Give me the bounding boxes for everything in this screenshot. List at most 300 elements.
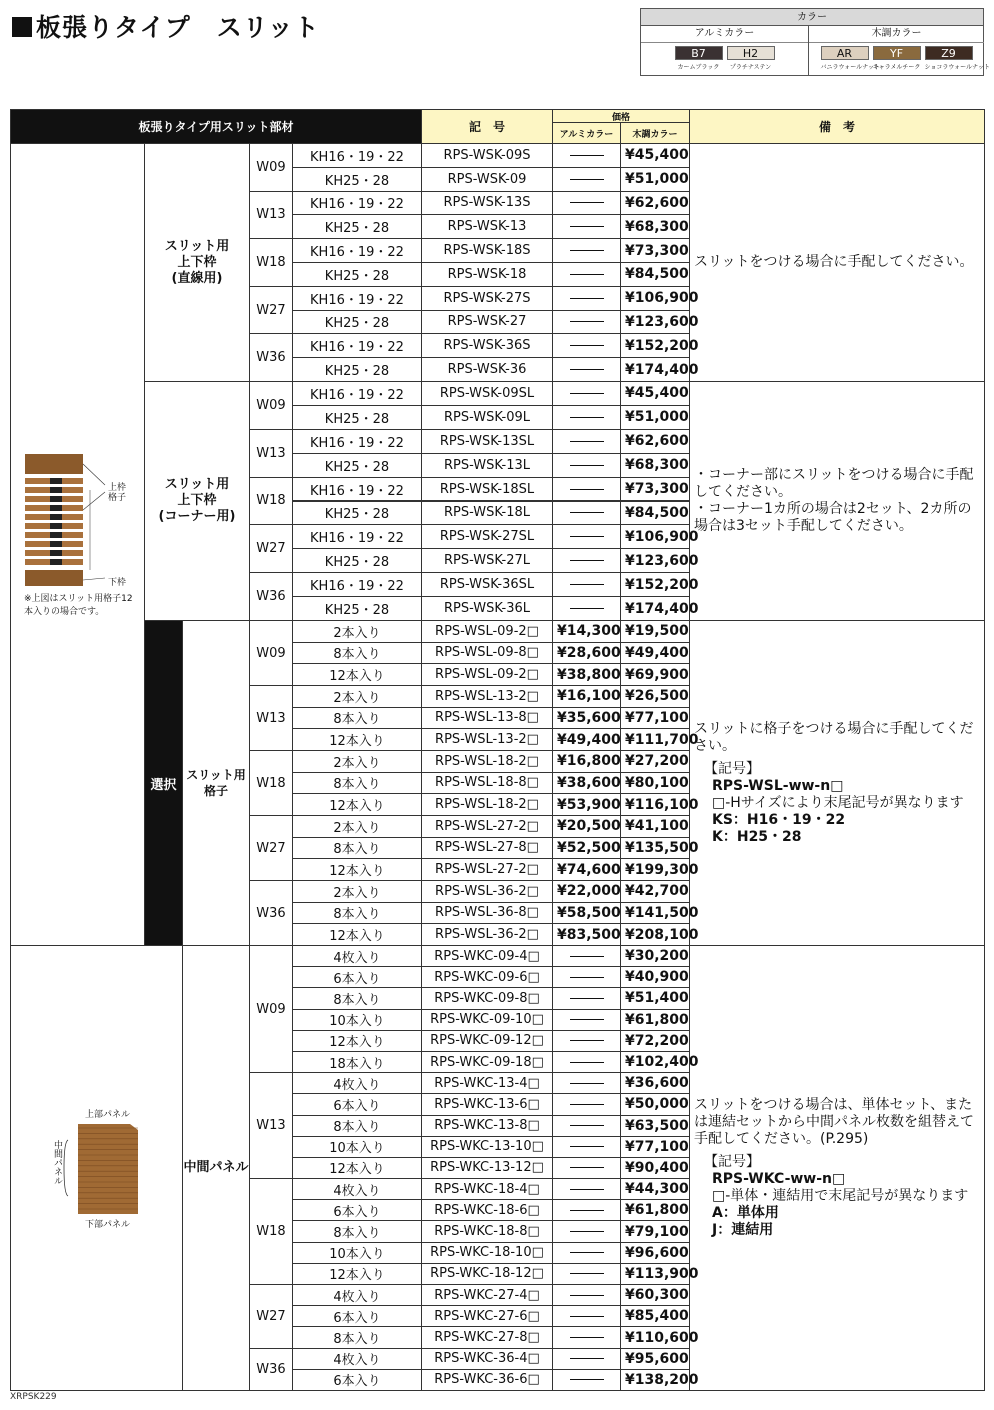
wood-price-cell — [620, 663, 690, 686]
wood-price-cell — [620, 902, 699, 925]
size-cell: 6本入り — [292, 1305, 422, 1327]
size-cell: 8本入り — [292, 902, 422, 925]
alu-price-cell — [552, 1136, 621, 1158]
currency: ¥ — [625, 504, 635, 521]
wood-price-cell — [620, 1157, 690, 1179]
size-cell: 10本入り — [292, 1136, 422, 1158]
wood-price-cell — [620, 945, 690, 967]
currency: ¥ — [625, 1011, 635, 1028]
wood-price-cell — [620, 772, 690, 795]
alu-price-cell — [552, 143, 621, 168]
wood-price: 51,000 — [634, 171, 689, 188]
code-cell: RPS-WSL-36-8□ — [421, 902, 553, 925]
currency: ¥ — [557, 904, 567, 921]
code-cell: RPS-WKC-13-8□ — [421, 1115, 553, 1137]
wood-price-cell — [620, 837, 699, 860]
dash-icon — [570, 393, 604, 394]
currency: ¥ — [625, 644, 635, 661]
currency: ¥ — [625, 839, 635, 856]
wood-price-cell — [620, 1284, 690, 1306]
illus2-label-bottom: 下部パネル — [85, 1220, 131, 1230]
wood-price-cell — [620, 858, 699, 881]
dash-icon — [570, 536, 604, 537]
dash-icon — [570, 1189, 604, 1190]
alu-price: 16,100 — [566, 688, 621, 705]
code-cell: RPS-WKC-09-4□ — [421, 945, 553, 967]
width-group-cell: W18 — [249, 1178, 293, 1285]
width-group-cell: W09 — [249, 381, 293, 430]
illus1-note: ※上図はスリット用格子12本入りの場合です。 — [24, 594, 133, 617]
wood-price-cell — [620, 381, 690, 406]
size-cell: 10本入り — [292, 1009, 422, 1031]
currency: ¥ — [557, 688, 567, 705]
wood-color-group: 木調カラー AR YF Z9 バニラウォールナット キャラメルチーク ショコラウォールナット — [809, 26, 984, 76]
alu-price-cell — [552, 238, 621, 263]
wood-price: 40,900 — [634, 969, 689, 986]
currency: ¥ — [625, 666, 635, 683]
width-group-cell: W13 — [249, 429, 293, 478]
code-cell: RPS-WSK-09L — [421, 405, 553, 430]
alu-price: 53,900 — [566, 796, 621, 813]
currency: ¥ — [557, 926, 567, 943]
currency: ¥ — [625, 623, 635, 640]
code-cell: RPS-WSL-18-8□ — [421, 772, 553, 795]
wood-price-cell — [620, 707, 690, 730]
category-straight-frame: スリット用 上下枠 (直線用) — [144, 143, 250, 382]
currency: ¥ — [625, 818, 635, 835]
wood-price-cell — [620, 685, 690, 708]
color-chip-name: ショコラウォールナット — [924, 64, 990, 71]
size-cell: 2本入り — [292, 880, 422, 903]
wood-price-cell — [620, 1072, 690, 1094]
table-header-parts: 板張りタイプ用スリット部材 — [10, 109, 422, 144]
wood-price-cell — [620, 453, 690, 478]
wood-price-cell — [620, 405, 690, 430]
code-cell: RPS-WSK-27S — [421, 286, 553, 311]
dash-icon — [570, 956, 604, 957]
currency: ¥ — [625, 1329, 635, 1346]
currency: ¥ — [625, 1287, 635, 1304]
alu-price-cell — [552, 1009, 621, 1031]
currency: ¥ — [625, 552, 635, 569]
size-cell: KH25・28 — [292, 548, 422, 573]
color-chip-h2: H2 — [727, 46, 775, 60]
wood-price: 73,300 — [634, 481, 689, 498]
size-cell: KH16・19・22 — [292, 429, 422, 454]
dash-icon — [570, 274, 604, 275]
currency: ¥ — [625, 709, 635, 726]
currency: ¥ — [625, 1117, 635, 1134]
title-square-icon — [12, 17, 32, 37]
width-group-cell: W09 — [249, 620, 293, 686]
alu-price: 35,600 — [566, 709, 621, 726]
color-chip-yf: YF — [873, 46, 921, 60]
alu-price-cell — [552, 429, 621, 454]
remarks-straight: スリットをつける場合に手配してください。 — [689, 143, 985, 382]
code-cell: RPS-WSK-18S — [421, 238, 553, 263]
currency: ¥ — [625, 1202, 635, 1219]
alu-price-cell — [552, 1093, 621, 1115]
wood-price-cell — [620, 1009, 690, 1031]
dash-icon — [570, 1104, 604, 1105]
illus1-label-bottom: 下枠 — [108, 578, 127, 588]
currency: ¥ — [625, 457, 635, 474]
currency: ¥ — [557, 818, 567, 835]
wood-price-cell — [620, 548, 699, 573]
dash-icon — [570, 1062, 604, 1063]
alu-price-cell — [552, 572, 621, 597]
currency: ¥ — [625, 600, 635, 617]
alu-price-cell — [552, 1072, 621, 1094]
currency: ¥ — [557, 666, 567, 683]
alu-price-cell — [552, 772, 621, 795]
wood-price: 45,400 — [634, 147, 689, 164]
code-cell: RPS-WSK-36S — [421, 333, 553, 358]
table-header-remarks: 備 考 — [689, 109, 985, 144]
currency: ¥ — [625, 433, 635, 450]
alu-price-cell — [552, 1115, 621, 1137]
size-cell: 10本入り — [292, 1242, 422, 1264]
wood-price-cell — [620, 642, 690, 665]
wood-price-cell — [620, 1178, 690, 1200]
code-cell: RPS-WKC-13-4□ — [421, 1072, 553, 1094]
wood-price-cell — [620, 1136, 690, 1158]
dash-icon — [570, 584, 604, 585]
dash-icon — [570, 465, 604, 466]
wood-price: 68,300 — [634, 218, 689, 235]
alu-price-cell — [552, 357, 621, 382]
alu-price-cell — [552, 214, 621, 239]
code-cell: RPS-WSK-09S — [421, 143, 553, 168]
wood-price-cell — [620, 1220, 690, 1242]
wood-price: 113,900 — [634, 1265, 699, 1282]
remarks-s4: スリットをつける場合は、単体セット、または連結セットから中間パネル枚数を組替えて手配してください。(P.295) 【記号】 RPS-WKC-ww-n□ □-単体・連結用で末尾記号が異なります A：単体用 J：連結用 — [689, 945, 985, 1391]
illus2-label-mid: 中間パネル — [52, 1140, 62, 1185]
dash-icon — [570, 1252, 604, 1253]
size-cell: 8本入り — [292, 1326, 422, 1348]
width-group-cell: W36 — [249, 333, 293, 382]
size-cell: KH25・28 — [292, 405, 422, 430]
dash-icon — [570, 1295, 604, 1296]
wood-price: 106,900 — [634, 528, 699, 545]
alu-price: 74,600 — [566, 861, 621, 878]
currency: ¥ — [625, 266, 635, 283]
size-cell: 12本入り — [292, 923, 422, 946]
illus1-label-top: 上枠 — [108, 483, 127, 493]
currency: ¥ — [625, 1159, 635, 1176]
currency: ¥ — [625, 688, 635, 705]
currency: ¥ — [625, 861, 635, 878]
code-cell: RPS-WSL-13-8□ — [421, 707, 553, 730]
currency: ¥ — [625, 1054, 635, 1071]
wood-price-cell — [620, 966, 690, 988]
alu-price: 38,600 — [566, 774, 621, 791]
code-cell: RPS-WKC-13-12□ — [421, 1157, 553, 1179]
alu-price-cell — [552, 596, 621, 621]
currency: ¥ — [557, 861, 567, 878]
width-group-cell: W27 — [249, 815, 293, 881]
wood-price-cell — [620, 793, 699, 816]
width-group-cell: W13 — [249, 1072, 293, 1179]
alu-price: 22,000 — [566, 883, 621, 900]
code-cell: RPS-WSL-18-2□ — [421, 750, 553, 773]
size-cell: KH16・19・22 — [292, 191, 422, 216]
wood-price: 111,700 — [634, 731, 699, 748]
currency: ¥ — [625, 528, 635, 545]
alu-price: 38,800 — [566, 666, 621, 683]
wood-price-cell — [620, 1030, 690, 1052]
wood-price-cell — [620, 477, 690, 502]
select-badge: 選択 — [144, 620, 183, 946]
currency: ¥ — [625, 731, 635, 748]
size-cell: KH25・28 — [292, 310, 422, 335]
wood-price: 141,500 — [634, 904, 699, 921]
wood-price: 26,500 — [634, 688, 689, 705]
wood-price-cell — [620, 923, 699, 946]
currency: ¥ — [557, 623, 567, 640]
wood-price-cell — [620, 357, 699, 382]
color-legend-header: カラー — [641, 9, 983, 26]
alu-price-cell — [552, 167, 621, 192]
alu-price-cell — [552, 1220, 621, 1242]
wood-price: 72,200 — [634, 1032, 689, 1049]
category-corner-frame: スリット用 上下枠 (コーナー用) — [144, 381, 250, 621]
wood-price: 84,500 — [634, 504, 689, 521]
wood-price: 135,500 — [634, 839, 699, 856]
currency: ¥ — [625, 883, 635, 900]
alu-price-cell — [552, 191, 621, 216]
code-cell: RPS-WSL-09-8□ — [421, 642, 553, 665]
code-cell: RPS-WKC-09-6□ — [421, 966, 553, 988]
currency: ¥ — [557, 709, 567, 726]
code-cell: RPS-WSK-18 — [421, 262, 553, 287]
alu-price: 28,600 — [566, 644, 621, 661]
alu-price-cell — [552, 286, 621, 311]
wood-price: 19,500 — [634, 623, 689, 640]
dash-icon — [570, 977, 604, 978]
table-header-code: 記 号 — [421, 109, 553, 144]
wood-price: 45,400 — [634, 385, 689, 402]
alu-price-cell — [552, 858, 621, 881]
wood-price-cell — [620, 728, 699, 751]
currency: ¥ — [625, 1223, 635, 1240]
currency: ¥ — [625, 409, 635, 426]
wood-price-cell — [620, 1369, 699, 1391]
size-cell: KH16・19・22 — [292, 572, 422, 597]
code-cell: RPS-WKC-09-12□ — [421, 1030, 553, 1052]
size-cell: 2本入り — [292, 815, 422, 838]
size-cell: 8本入り — [292, 772, 422, 795]
wood-price: 73,300 — [634, 242, 689, 259]
alu-price-cell — [552, 1284, 621, 1306]
wood-price-cell — [620, 501, 690, 526]
code-cell: RPS-WKC-18-10□ — [421, 1242, 553, 1264]
dash-icon — [570, 998, 604, 999]
size-cell: 12本入り — [292, 858, 422, 881]
wood-price: 116,100 — [634, 796, 699, 813]
code-cell: RPS-WKC-13-6□ — [421, 1093, 553, 1115]
alu-price-cell — [552, 477, 621, 502]
code-cell: RPS-WKC-27-4□ — [421, 1284, 553, 1306]
size-cell: 6本入り — [292, 966, 422, 988]
currency: ¥ — [625, 1032, 635, 1049]
size-cell: 8本入り — [292, 1220, 422, 1242]
width-group-cell: W27 — [249, 286, 293, 335]
alu-price: 52,500 — [566, 839, 621, 856]
wood-price-cell — [620, 1348, 690, 1370]
dash-icon — [570, 202, 604, 203]
alu-price-cell — [552, 966, 621, 988]
dash-icon — [570, 1316, 604, 1317]
size-cell: 6本入り — [292, 1369, 422, 1391]
size-cell: KH25・28 — [292, 262, 422, 287]
dash-icon — [570, 250, 604, 251]
code-cell: RPS-WSL-13-2□ — [421, 685, 553, 708]
currency: ¥ — [625, 290, 635, 307]
code-cell: RPS-WKC-18-6□ — [421, 1199, 553, 1221]
alu-price-cell — [552, 1030, 621, 1052]
currency: ¥ — [625, 1244, 635, 1261]
size-cell: KH16・19・22 — [292, 238, 422, 263]
wood-price-cell — [620, 1051, 699, 1073]
wood-price: 63,500 — [634, 1117, 689, 1134]
dash-icon — [570, 298, 604, 299]
size-cell: KH25・28 — [292, 167, 422, 192]
alu-price: 20,500 — [566, 818, 621, 835]
wood-price-cell — [620, 1199, 690, 1221]
wood-price: 95,600 — [634, 1350, 689, 1367]
code-cell: RPS-WSK-27 — [421, 310, 553, 335]
currency: ¥ — [625, 1265, 635, 1282]
wood-price-cell — [620, 524, 699, 549]
page-title: 板張りタイプ スリット — [12, 8, 320, 44]
alu-price-cell — [552, 310, 621, 335]
alu-price: 49,400 — [566, 731, 621, 748]
dash-icon — [570, 155, 604, 156]
alu-price-cell — [552, 1051, 621, 1073]
alu-price-cell — [552, 1263, 621, 1285]
wood-price-cell — [620, 143, 690, 168]
currency: ¥ — [625, 1138, 635, 1155]
wood-price: 84,500 — [634, 266, 689, 283]
currency: ¥ — [625, 218, 635, 235]
currency: ¥ — [625, 171, 635, 188]
dash-icon — [570, 441, 604, 442]
alu-price-cell — [552, 987, 621, 1009]
wood-price-cell — [620, 1263, 699, 1285]
size-cell: 4枚入り — [292, 945, 422, 967]
dash-icon — [570, 369, 604, 370]
alu-price-cell — [552, 1348, 621, 1370]
width-group-cell: W18 — [249, 750, 293, 816]
size-cell: 4枚入り — [292, 1284, 422, 1306]
wood-price: 50,000 — [634, 1096, 689, 1113]
size-cell: 8本入り — [292, 987, 422, 1009]
alu-price-cell — [552, 1305, 621, 1327]
alu-price-cell — [552, 750, 621, 773]
size-cell: 4枚入り — [292, 1072, 422, 1094]
wood-price: 138,200 — [634, 1371, 699, 1388]
alu-price-cell — [552, 1178, 621, 1200]
dash-icon — [570, 1210, 604, 1211]
dash-icon — [570, 1231, 604, 1232]
alu-price-cell — [552, 793, 621, 816]
dash-icon — [570, 417, 604, 418]
wood-price-cell — [620, 333, 699, 358]
alu-price-cell — [552, 707, 621, 730]
alu-price-cell — [552, 453, 621, 478]
currency: ¥ — [557, 796, 567, 813]
dash-icon — [570, 321, 604, 322]
wood-price-cell — [620, 1242, 690, 1264]
code-cell: RPS-WSK-18L — [421, 501, 553, 526]
dash-icon — [570, 1040, 604, 1041]
currency: ¥ — [625, 337, 635, 354]
alu-price-cell — [552, 902, 621, 925]
currency: ¥ — [625, 242, 635, 259]
wood-price: 102,400 — [634, 1054, 699, 1071]
wood-price: 85,400 — [634, 1308, 689, 1325]
size-cell: 8本入り — [292, 837, 422, 860]
wood-price: 36,600 — [634, 1075, 689, 1092]
wood-price: 61,800 — [634, 1011, 689, 1028]
currency: ¥ — [625, 969, 635, 986]
dash-icon — [570, 489, 604, 490]
dash-icon — [570, 1125, 604, 1126]
alu-price: 83,500 — [566, 926, 621, 943]
size-cell: 12本入り — [292, 1263, 422, 1285]
code-cell: RPS-WSL-09-2□ — [421, 620, 553, 643]
wood-price-cell — [620, 191, 690, 216]
currency: ¥ — [625, 796, 635, 813]
wood-price: 174,400 — [634, 600, 699, 617]
alu-price-cell — [552, 524, 621, 549]
alu-price-cell — [552, 663, 621, 686]
wood-price: 110,600 — [634, 1329, 699, 1346]
wood-price: 62,600 — [634, 194, 689, 211]
wood-price: 41,100 — [634, 818, 689, 835]
currency: ¥ — [625, 1075, 635, 1092]
size-cell: 6本入り — [292, 1093, 422, 1115]
alu-price: 16,800 — [566, 753, 621, 770]
code-cell: RPS-WKC-36-4□ — [421, 1348, 553, 1370]
color-chip-name: バニラウォールナット — [820, 64, 881, 71]
dash-icon — [570, 179, 604, 180]
size-cell: 8本入り — [292, 642, 422, 665]
currency: ¥ — [557, 883, 567, 900]
wood-price: 51,400 — [634, 990, 689, 1007]
width-group-cell: W09 — [249, 143, 293, 192]
currency: ¥ — [625, 385, 635, 402]
wood-price-cell — [620, 286, 699, 311]
code-cell: RPS-WKC-18-8□ — [421, 1220, 553, 1242]
wood-price-cell — [620, 1326, 699, 1348]
currency: ¥ — [557, 644, 567, 661]
size-cell: KH16・19・22 — [292, 381, 422, 406]
code-cell: RPS-WSK-27SL — [421, 524, 553, 549]
code-cell: RPS-WSK-36 — [421, 357, 553, 382]
alu-price-cell — [552, 333, 621, 358]
size-cell: 12本入り — [292, 728, 422, 751]
currency: ¥ — [625, 481, 635, 498]
code-cell: RPS-WKC-18-4□ — [421, 1178, 553, 1200]
code-cell: RPS-WSK-36SL — [421, 572, 553, 597]
size-cell: KH16・19・22 — [292, 286, 422, 311]
size-cell: KH16・19・22 — [292, 477, 422, 502]
code-cell: RPS-WKC-27-6□ — [421, 1305, 553, 1327]
category-middle-panel: 中間パネル — [182, 945, 250, 1391]
width-group-cell: W13 — [249, 685, 293, 751]
